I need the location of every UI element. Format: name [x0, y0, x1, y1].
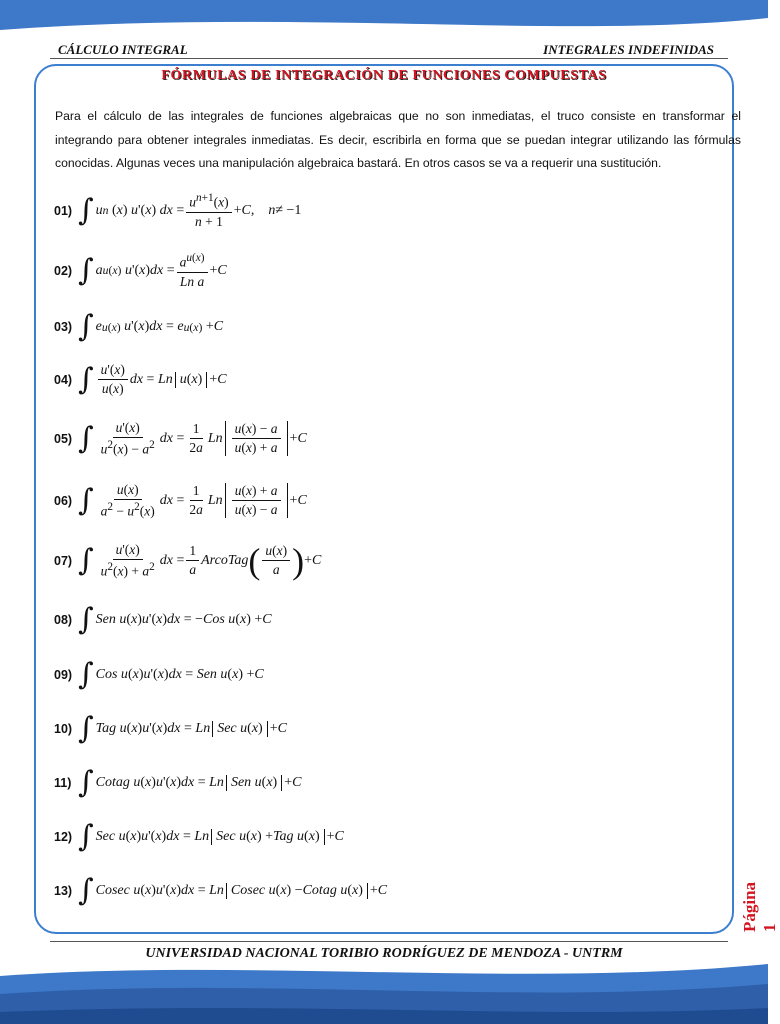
formula-expression: ∫ $\frac{u'(x)}{u^2(x) + a^2}$ dx = $\frac{1}{a}$ ArcoTag ( $\frac{u(x)}{a}$ ) + C [78, 540, 322, 581]
formula-09 [54, 657, 264, 692]
formula-expression: ∫ Cotag u ( x ) u '( x ) dx = Ln Sen u ( x ) + C [78, 765, 302, 800]
formula-number: 02) [54, 263, 73, 278]
formula-13 [54, 873, 388, 908]
formula-expression: ∫ Tag u ( x ) u '( x ) dx = Ln Sec u ( x ) + C [78, 711, 287, 746]
formula-number: 11) [54, 776, 72, 790]
header-topic-title: INTEGRALES INDEFINIDAS [543, 42, 714, 57]
top-decorative-band [0, 0, 768, 40]
formula-08 [54, 602, 272, 637]
page-title: FÓRMULAS DE INTEGRACIÓN DE FUNCIONES COMPUESTAS [161, 68, 607, 83]
formula-expression: ∫ $\frac{u'(x)}{u(x)}$ dx = Ln u ( x ) + C [78, 361, 227, 397]
formula-number: 08) [54, 613, 73, 627]
formula-expression: ∫ e u(x) u '( x ) dx = e u(x) + C [78, 309, 224, 344]
footer-university: UNIVERSIDAD NACIONAL TORIBIO RODRÍGUEZ DE MENDOZA - UNTRM [145, 946, 623, 961]
header-course-title: CÁLCULO INTEGRAL [58, 42, 188, 57]
formula-expression: ∫ $\frac{u'(x)}{u^2(x) - a^2}$ dx = $\frac{1}{2a}$ Ln $\frac{u(x) - a}{u(x) + a}$ + C [78, 420, 307, 457]
formula-number: 12) [54, 830, 73, 844]
formula-11 [54, 765, 302, 800]
intro-paragraph: Para el cálculo de las integrales de funciones algebraicas que no son inmediatas, el truco consiste en transformar el integrando para obtener integrales inmediatas. Es decir, escribirla en forma que se puedan integrar utilizando las fórmulas conocidas. Algunas veces una manipulación algebraica bastará. En otros casos se va a requerir una sustitución. [55, 109, 741, 170]
footer-divider [50, 941, 728, 942]
formula-10 [54, 711, 287, 746]
formula-number: 07) [54, 553, 73, 568]
formula-number: 05) [54, 431, 73, 446]
formula-expression: ∫ $\frac{u(x)}{a^2 - u^2(x)}$ dx = $\frac{1}{2a}$ Ln $\frac{u(x) + a}{u(x) - a}$ + C [78, 482, 307, 519]
formula-number: 10) [54, 722, 73, 736]
header-divider [50, 58, 728, 59]
formula-expression: ∫ Sen u ( x ) u '( x ) dx = − Cos u ( x ) + C [78, 602, 272, 637]
formula-04 [54, 362, 227, 397]
formula-07 [54, 542, 321, 580]
formula-number: 13) [54, 884, 73, 898]
formula-expression: ∫ Cos u ( x ) u '( x ) dx = Sen u ( x ) + C [78, 657, 264, 692]
formula-number: 01) [54, 203, 73, 218]
formula-number: 03) [54, 320, 73, 334]
formula-12 [54, 819, 344, 854]
formula-03 [54, 309, 224, 344]
formula-expression: ∫ a u(x) u '( x ) dx = $\frac{a^{u(x)}}{\text{Ln a}}$ + C [78, 252, 227, 289]
formula-expression: ∫ u n ( x ) u '( x ) dx = $\frac{u^{n+1}(x)}{n + 1}$ + C , n ≠ −1 [78, 192, 302, 229]
formula-number: 06) [54, 493, 73, 508]
formula-expression: ∫ Sec u ( x ) u '( x ) dx = Ln Sec u ( x ) + Tag u ( x ) + C [78, 819, 344, 854]
bottom-decorative-band [0, 954, 768, 1024]
formula-number: 09) [54, 668, 73, 682]
formula-01 [54, 192, 301, 230]
page-number-label: Página 1 [740, 881, 779, 932]
formula-05 [54, 420, 307, 458]
formula-number: 04) [54, 372, 73, 387]
formula-expression: ∫ Cosec u ( x ) u '( x ) dx = Ln Cosec u ( x ) − Cotag u ( x ) + C [78, 873, 388, 908]
formula-06 [54, 482, 307, 520]
formula-02 [54, 252, 227, 290]
